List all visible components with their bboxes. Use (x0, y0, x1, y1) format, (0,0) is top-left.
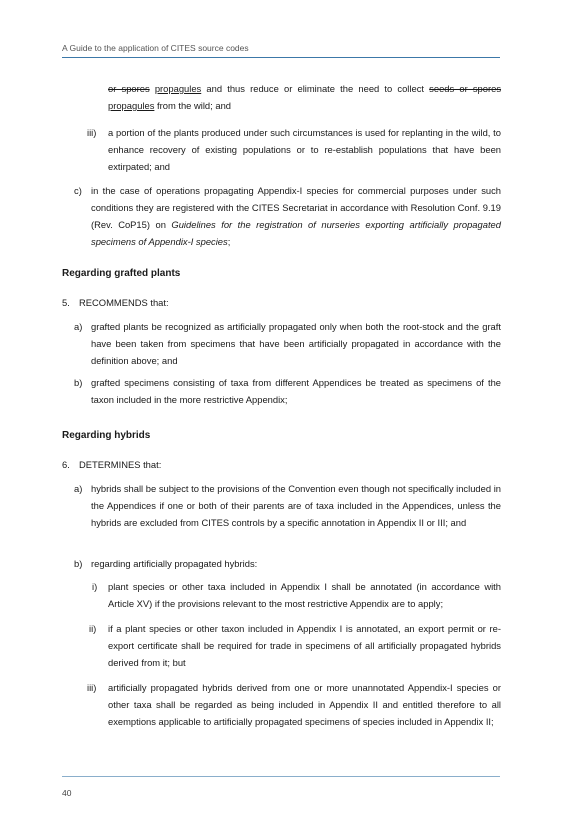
running-header: A Guide to the application of CITES source codes (62, 43, 249, 53)
paragraph-text: and thus reduce or eliminate the need to collect (206, 83, 424, 94)
resolution-title: Guidelines for the registration of nurseries exporting artificially propagated specimens of Appendix-I species (91, 219, 501, 247)
list-text: plant species or other taxa included in Appendix I shall be annotated (in accordance with Article XV) if the provisions relevant to the most restrictive Appendix are to apply; (108, 581, 501, 609)
list-label: b) (74, 377, 83, 388)
paragraph-6 (62, 456, 501, 473)
inserted-text: propagules (108, 100, 155, 111)
paragraph-text: DETERMINES that: (79, 459, 162, 470)
paragraph-number: 6. (62, 459, 70, 470)
list-label: i) (92, 581, 98, 592)
list-label: b) (74, 558, 83, 569)
paragraph-5 (62, 294, 501, 311)
page-number: 40 (62, 788, 72, 798)
list-item-5b (74, 374, 501, 408)
list-item-6a (74, 480, 501, 531)
struck-text: seeds or spores (429, 83, 502, 94)
paragraph-number: 5. (62, 297, 70, 308)
list-item-6b-ii (89, 620, 501, 671)
list-label: iii) (87, 682, 97, 693)
list-text: artificially propagated hybrids derived from one or more unannotated Appendix-I species or other taxa shall be regarded as being included in Appendix II and entitled therefore to all exemptions applicable to artificially propagated specimens of species included in Appendix II; (108, 682, 501, 727)
section-heading-hybrids: Regarding hybrids (62, 430, 151, 441)
list-text: ; (227, 236, 231, 247)
inserted-text: propagules (154, 83, 202, 94)
list-text: hybrids shall be subject to the provisions of the Convention even though not specifically included in the Appendices if one or both of their parents are of taxa included in the Appendices, unless the hybrids are excluded from CITES controls by a specific annotation in Appendix II or III; and (91, 483, 501, 528)
list-item-5a (74, 318, 501, 369)
list-item-6b (74, 555, 501, 572)
continued-paragraph (108, 80, 501, 114)
header-rule (62, 57, 500, 58)
list-label: ii) (89, 623, 97, 634)
list-item-6b-iii (87, 679, 501, 730)
section-heading-grafted: Regarding grafted plants (62, 268, 181, 279)
list-text: if a plant species or other taxon included in Appendix I is annotated, an export permit or re-export certificate shall be required for trade in specimens of all artificially propagated hybrids derived from it; but (108, 623, 501, 668)
paragraph-text: RECOMMENDS that: (79, 297, 169, 308)
list-text: regarding artificially propagated hybrids: (91, 558, 258, 569)
list-text: a portion of the plants produced under such circumstances is used for replanting in the wild, to enhance recovery of existing populations or to re-establish populations that have been extirpated; and (108, 127, 501, 172)
list-item-6b-i (92, 578, 501, 612)
list-item-iii (87, 124, 501, 175)
list-text: grafted plants be recognized as artificially propagated only when both the root-stock and the graft have been taken from specimens that have been artificially propagated in accordance with the definition above; and (91, 321, 501, 366)
list-text: grafted specimens consisting of taxa from different Appendices be treated as specimens of the taxon included in the more restrictive Appendix; (91, 377, 501, 405)
list-label: a) (74, 483, 83, 494)
struck-text: or spores (108, 83, 150, 94)
list-label: iii) (87, 127, 97, 138)
list-label: c) (74, 185, 82, 196)
footer-rule (62, 776, 500, 777)
list-text: in the case of operations propagating Appendix-I species for commercial purposes under such conditions they are registered with the CITES Secretariat in accordance with Resolution Conf. 9.19 (Rev. CoP15) on (91, 185, 501, 230)
paragraph-text: from the wild; and (157, 100, 231, 111)
list-item-c (74, 182, 501, 250)
list-label: a) (74, 321, 83, 332)
